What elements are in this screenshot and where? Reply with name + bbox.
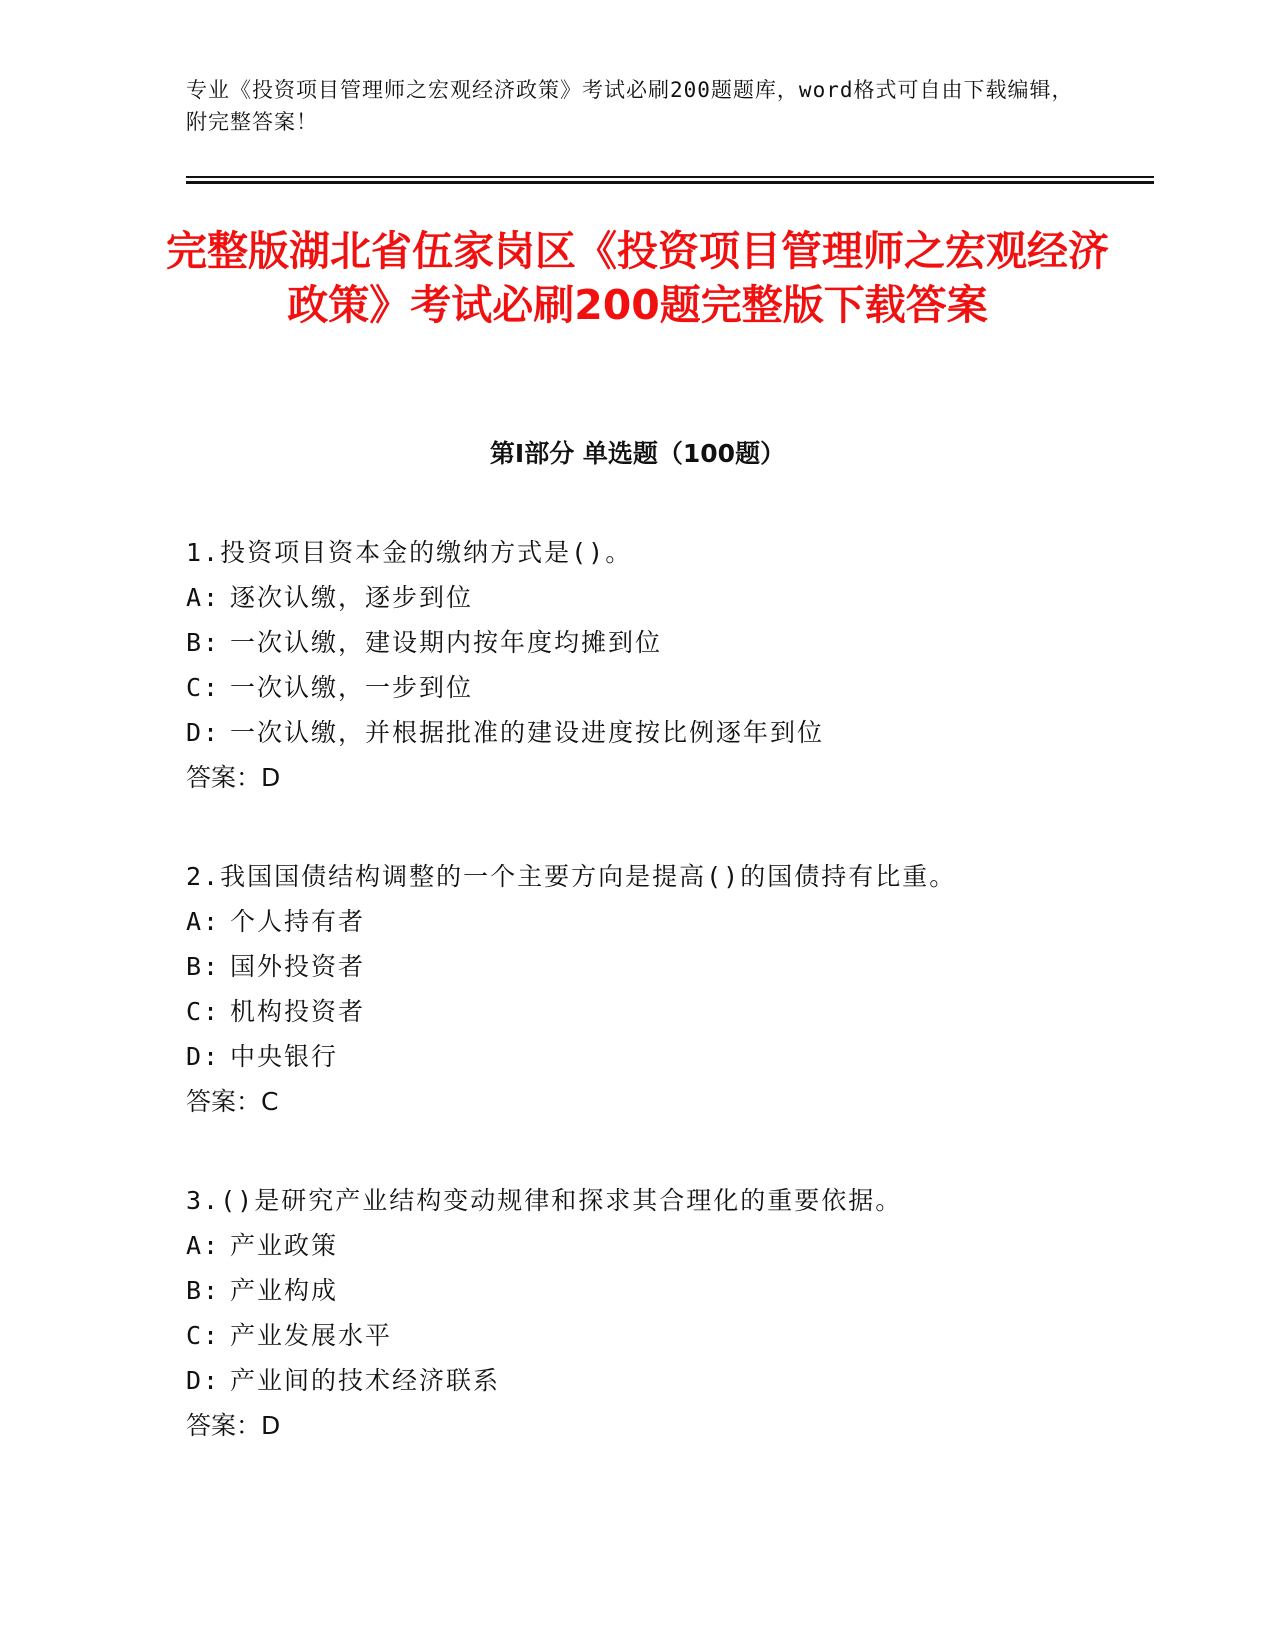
option-key: B: [186, 628, 221, 657]
option-c [186, 1313, 1146, 1358]
answer-line: 答案：D [186, 1411, 281, 1440]
option-c [186, 665, 1146, 710]
option-key: D: [186, 718, 221, 747]
question-2 [186, 854, 1146, 1124]
question-3 [186, 1178, 1146, 1448]
option-d [186, 710, 1146, 755]
option-a [186, 899, 1146, 944]
question-stem: 2.我国国债结构调整的一个主要方向是提高()的国债持有比重。 [186, 862, 957, 891]
option-text: 一次认缴，并根据批准的建设进度按比例逐年到位 [230, 718, 825, 747]
header-note: 专业《投资项目管理师之宏观经济政策》考试必刷200题题库，word格式可自由下载编辑，附完整答案！ [186, 78, 1074, 134]
section-heading: 第Ⅰ部分 单选题（100题） [489, 439, 786, 468]
question-1 [186, 530, 1146, 800]
option-text: 产业构成 [230, 1276, 339, 1305]
option-a [186, 575, 1146, 620]
answer-line: 答案：C [186, 1087, 279, 1116]
option-text: 中央银行 [230, 1042, 339, 1071]
option-text: 产业发展水平 [230, 1321, 393, 1350]
option-d [186, 1034, 1146, 1079]
option-key: C: [186, 1321, 221, 1350]
option-text: 逐次认缴，逐步到位 [230, 583, 474, 612]
option-text: 一次认缴，一步到位 [230, 673, 474, 702]
option-d [186, 1358, 1146, 1403]
option-key: B: [186, 952, 221, 981]
option-text: 产业间的技术经济联系 [230, 1366, 501, 1395]
option-text: 国外投资者 [230, 952, 366, 981]
option-b [186, 944, 1146, 989]
option-text: 一次认缴，建设期内按年度均摊到位 [230, 628, 663, 657]
answer-line: 答案：D [186, 763, 281, 792]
option-key: C: [186, 673, 221, 702]
option-text: 产业政策 [230, 1231, 339, 1260]
option-key: D: [186, 1366, 221, 1395]
question-stem: 3.()是研究产业结构变动规律和探求其合理化的重要依据。 [186, 1186, 903, 1215]
option-key: A: [186, 907, 221, 936]
header-divider-thick [186, 181, 1154, 184]
document-title: 完整版湖北省伍家岗区《投资项目管理师之宏观经济政策》考试必刷200题完整版下载答案 [166, 227, 1109, 329]
question-stem: 1.投资项目资本金的缴纳方式是()。 [186, 538, 633, 567]
option-key: A: [186, 583, 221, 612]
option-key: B: [186, 1276, 221, 1305]
option-b [186, 620, 1146, 665]
question-list [186, 530, 1146, 1502]
option-text: 个人持有者 [230, 907, 366, 936]
option-key: C: [186, 997, 221, 1026]
option-key: A: [186, 1231, 221, 1260]
option-c [186, 989, 1146, 1034]
option-b [186, 1268, 1146, 1313]
option-a [186, 1223, 1146, 1268]
header-divider-thin [186, 176, 1154, 178]
option-text: 机构投资者 [230, 997, 366, 1026]
option-key: D: [186, 1042, 221, 1071]
